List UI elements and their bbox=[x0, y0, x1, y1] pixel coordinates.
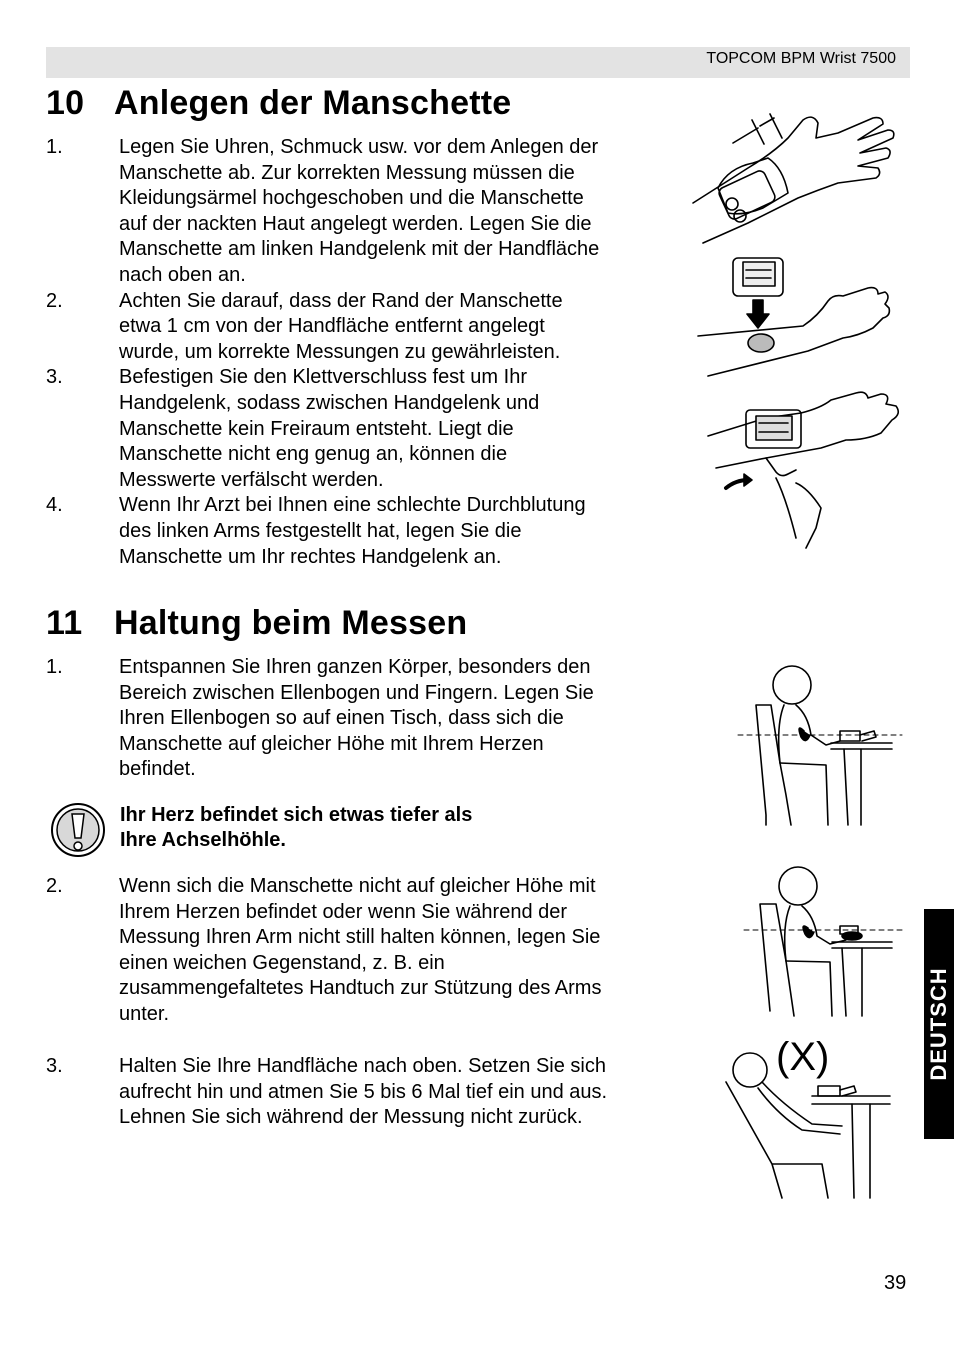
list-item-line: Manschette um Ihr rechtes Handgelenk an. bbox=[119, 545, 502, 568]
list-item bbox=[46, 1054, 671, 1131]
list-item-line: Lehnen Sie sich während der Messung nicht zurück. bbox=[119, 1106, 583, 1129]
list-item-line: Manschette nicht eng genug an, können die bbox=[119, 443, 508, 466]
list-item-line: zusammengefaltetes Handtuch zur Stützung des Arms bbox=[119, 977, 602, 1000]
list-item-line: Halten Sie Ihre Handfläche nach oben. Setzen Sie sich bbox=[119, 1055, 606, 1077]
page-number: 39 bbox=[884, 1272, 907, 1294]
header-product-name: TOPCOM BPM Wrist 7500 bbox=[706, 50, 896, 67]
list-item-line: Legen Sie Uhren, Schmuck usw. vor dem Anlegen der bbox=[119, 136, 599, 158]
note-text bbox=[120, 803, 472, 853]
list-item-line: Wenn Ihr Arzt bei Ihnen eine schlechte Durchblutung bbox=[119, 494, 586, 517]
list-item-line: unter. bbox=[119, 1002, 170, 1025]
list-item-line: nach oben an. bbox=[119, 263, 246, 286]
list-item bbox=[46, 135, 671, 289]
list-item-line: Manschette auf gleicher Höhe mit Ihrem Herzen bbox=[119, 732, 544, 755]
exclamation-icon bbox=[50, 802, 108, 860]
section-10-number: 10 bbox=[46, 84, 85, 122]
list-item-line: des linken Arms festgestellt hat, legen Sie die bbox=[119, 519, 522, 542]
list-item-line: befindet. bbox=[119, 758, 196, 781]
list-item-line: Messung Ihren Arm nicht still halten können, legen Sie bbox=[119, 926, 601, 949]
list-item-number: 2. bbox=[46, 289, 63, 312]
list-item bbox=[46, 874, 671, 1028]
list-item-line: Manschette kein Freiraum entsteht. Liegt die bbox=[119, 417, 514, 440]
list-item-line: Ihren Ellenbogen so auf einen Tisch, dass sich die bbox=[119, 707, 564, 730]
list-item-line: Ihrem Herzen befindet oder wenn Sie während der bbox=[119, 900, 568, 923]
list-item-line: Manschette am linken Handgelenk mit der Handfläche bbox=[119, 238, 600, 261]
list-item-line: einen weichen Gegenstand, z. B. ein bbox=[119, 951, 445, 974]
list-item-line: Entspannen Sie Ihren ganzen Körper, besonders den bbox=[119, 656, 591, 678]
list-item bbox=[46, 365, 671, 493]
wrong-posture-illustration bbox=[722, 1034, 896, 1202]
list-item-number: 3. bbox=[46, 366, 63, 389]
section-11-title: Haltung beim Messen bbox=[114, 604, 468, 642]
list-item-line: etwa 1 cm von der Handfläche entfernt angelegt bbox=[119, 315, 545, 338]
list-item-line: wurde, um korrekte Messungen zu gewährleisten. bbox=[119, 340, 561, 363]
wrong-posture-mark: (X) bbox=[776, 1035, 830, 1079]
section-10-heading bbox=[46, 84, 511, 123]
list-item-line: Befestigen Sie den Klettverschluss fest um Ihr bbox=[119, 366, 527, 389]
section-11-list-c bbox=[46, 1054, 671, 1131]
note-line: Ihr Herz befindet sich etwas tiefer als bbox=[120, 804, 473, 826]
section-11-number: 11 bbox=[46, 604, 83, 642]
note-line: Ihre Achselhöhle. bbox=[120, 829, 286, 851]
section-10-title: Anlegen der Manschette bbox=[114, 84, 512, 122]
list-item-number: 2. bbox=[46, 875, 63, 897]
list-item-line: Manschette ab. Zur korrekten Messung müssen die bbox=[119, 161, 575, 184]
list-item bbox=[46, 655, 671, 783]
section-11-heading bbox=[46, 604, 467, 643]
language-side-tab-label: DEUTSCH bbox=[926, 967, 951, 1081]
section-11-list-b bbox=[46, 874, 671, 1028]
list-item-number: 1. bbox=[46, 136, 63, 158]
section-10-list bbox=[46, 135, 671, 570]
list-item-line: Messwerte verfälscht werden. bbox=[119, 468, 384, 491]
list-item-line: Wenn sich die Manschette nicht auf gleicher Höhe mit bbox=[119, 875, 596, 897]
list-item-number: 3. bbox=[46, 1055, 63, 1077]
correct-posture-illustration bbox=[736, 665, 904, 829]
wrist-cuff-illustration bbox=[688, 108, 900, 250]
supported-arm-illustration bbox=[742, 866, 904, 1022]
list-item-number: 4. bbox=[46, 494, 63, 517]
section-11-list-a bbox=[46, 655, 671, 783]
list-item-line: Bereich zwischen Ellenbogen und Fingern. Legen Sie bbox=[119, 681, 594, 704]
list-item-line: Achten Sie darauf, dass der Rand der Manschette bbox=[119, 289, 563, 312]
strap-fastening-illustration bbox=[706, 388, 902, 550]
list-item-line: Handgelenk, sodass zwischen Handgelenk und bbox=[119, 391, 540, 414]
language-side-tab bbox=[924, 909, 954, 1139]
list-item-line: auf der nackten Haut angelegt werden. Legen Sie die bbox=[119, 212, 592, 235]
cuff-placement-illustration bbox=[693, 256, 893, 381]
list-item bbox=[46, 493, 671, 570]
list-item bbox=[46, 289, 671, 366]
header-bar bbox=[46, 47, 910, 78]
list-item-line: aufrecht hin und atmen Sie 5 bis 6 Mal tief ein und aus. bbox=[119, 1080, 608, 1103]
list-item-line: Kleidungsärmel hochgeschoben und die Manschette bbox=[119, 187, 584, 210]
list-item-number: 1. bbox=[46, 656, 63, 678]
